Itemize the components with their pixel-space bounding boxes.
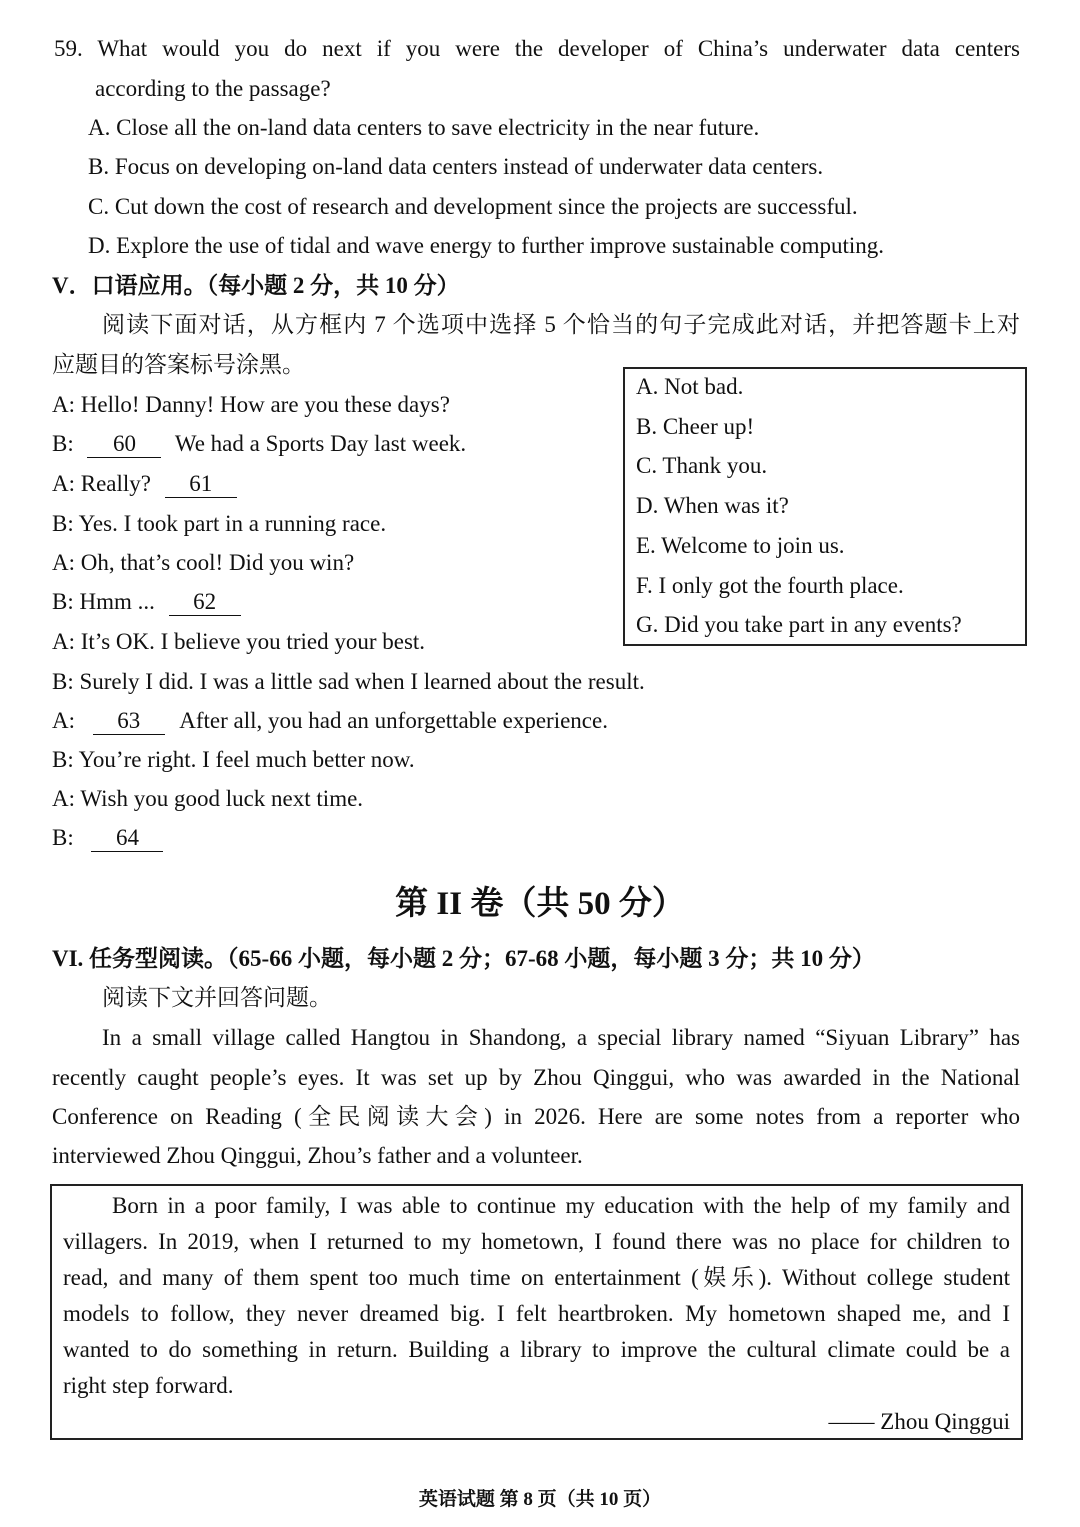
dialogue-line-2 — [52, 429, 466, 459]
q59-option-a: A. Close all the on-land data centers to save electricity in the near future. — [88, 115, 760, 140]
q59-stem-line2: according to the passage? — [95, 76, 331, 101]
note-line-4: models to follow, they never dreamed big. I felt heartbroken. My hometown shaped me, and I — [63, 1301, 1010, 1326]
choice-g: G. Did you take part in any events? — [636, 612, 962, 637]
dialogue-line-1: A: Hello! Danny! How are you these days? — [52, 392, 450, 417]
dialogue-line-4: B: Yes. I took part in a running race. — [52, 511, 387, 536]
section6-instruction: 阅读下文并回答问题。 — [102, 985, 332, 1010]
dialogue-line-12 — [52, 823, 163, 853]
note-line-3: read, and many of them spent too much time on entertainment (娱乐). Without college student — [63, 1265, 1010, 1290]
speaker: B: — [52, 431, 74, 456]
speaker: B: — [52, 825, 74, 850]
passage-line-1: In a small village called Hangtou in Shandong, a special library named “Siyuan Library” has — [102, 1025, 1020, 1050]
answer-blank-63[interactable]: 63 — [93, 708, 165, 735]
choice-c: C. Thank you. — [636, 453, 768, 478]
passage-line-3: Conference on Reading (全民阅读大会) in 2026. Here are some notes from a reporter who — [52, 1104, 1020, 1129]
dialogue-text: B: Hmm ... — [52, 589, 155, 614]
choice-a: A. Not bad. — [636, 374, 744, 399]
speaker: A: — [52, 708, 75, 733]
dialogue-text: After all, you had an unforgettable experience. — [179, 708, 608, 733]
q59-option-b: B. Focus on developing on-land data centers instead of underwater data centers. — [88, 154, 824, 179]
section5-instruction-line1: 阅读下面对话，从方框内 7 个选项中选择 5 个恰当的句子完成此对话，并把答题卡上对 — [102, 312, 1020, 337]
dialogue-line-8: B: Surely I did. I was a little sad when I learned about the result. — [52, 669, 645, 694]
note-line-6: right step forward. — [63, 1373, 234, 1398]
answer-blank-64[interactable]: 64 — [91, 825, 163, 852]
choice-e: E. Welcome to join us. — [636, 533, 845, 558]
q59-stem-line1: 59. What would you do next if you were the developer of China’s underwater data centers — [54, 36, 1020, 61]
dialogue-line-10: B: You’re right. I feel much better now. — [52, 747, 415, 772]
page-footer: 英语试题 第 8 页（共 10 页） — [418, 1489, 662, 1510]
dialogue-line-7: A: It’s OK. I believe you tried your best. — [52, 629, 426, 654]
section5-heading: V．口语应用。（每小题 2 分，共 10 分） — [52, 273, 460, 298]
note-signature: —— Zhou Qinggui — [828, 1409, 1010, 1434]
choice-f: F. I only got the fourth place. — [636, 573, 904, 598]
choice-d: D. When was it? — [636, 493, 789, 518]
dialogue-line-5: A: Oh, that’s cool! Did you win? — [52, 550, 355, 575]
choice-b: B. Cheer up! — [636, 414, 755, 439]
passage-line-2: recently caught people’s eyes. It was set up by Zhou Qinggui, who was awarded in the National — [52, 1065, 1020, 1090]
note-line-5: wanted to do something in return. Building a library to improve the cultural climate could be a — [63, 1337, 1010, 1362]
q59-option-d: D. Explore the use of tidal and wave energy to further improve sustainable computing. — [88, 233, 885, 258]
dialogue-text: We had a Sports Day last week. — [174, 431, 467, 456]
part2-title: 第 II 卷（共 50 分） — [395, 886, 685, 922]
answer-blank-62[interactable]: 62 — [169, 589, 241, 616]
note-line-2: villagers. In 2019, when I returned to my hometown, I found there was no place for children to — [63, 1229, 1010, 1254]
section6-heading: VI. 任务型阅读。（65-66 小题，每小题 2 分；67-68 小题，每小题 3 分；共 10 分） — [52, 946, 875, 971]
note-line-1: Born in a poor family, I was able to continue my education with the help of my family and — [112, 1193, 1010, 1218]
q59-option-c: C. Cut down the cost of research and development since the projects are successful. — [88, 194, 858, 219]
dialogue-line-9 — [52, 706, 608, 736]
dialogue-line-6 — [52, 587, 241, 617]
answer-blank-60[interactable]: 60 — [87, 431, 161, 458]
dialogue-line-3 — [52, 469, 237, 499]
dialogue-text: A: Really? — [52, 471, 151, 496]
passage-line-4: interviewed Zhou Qinggui, Zhou’s father and a volunteer. — [52, 1143, 583, 1168]
answer-blank-61[interactable]: 61 — [165, 471, 237, 498]
dialogue-line-11: A: Wish you good luck next time. — [52, 786, 364, 811]
section5-instruction-line2: 应题目的答案标号涂黑。 — [52, 352, 305, 377]
